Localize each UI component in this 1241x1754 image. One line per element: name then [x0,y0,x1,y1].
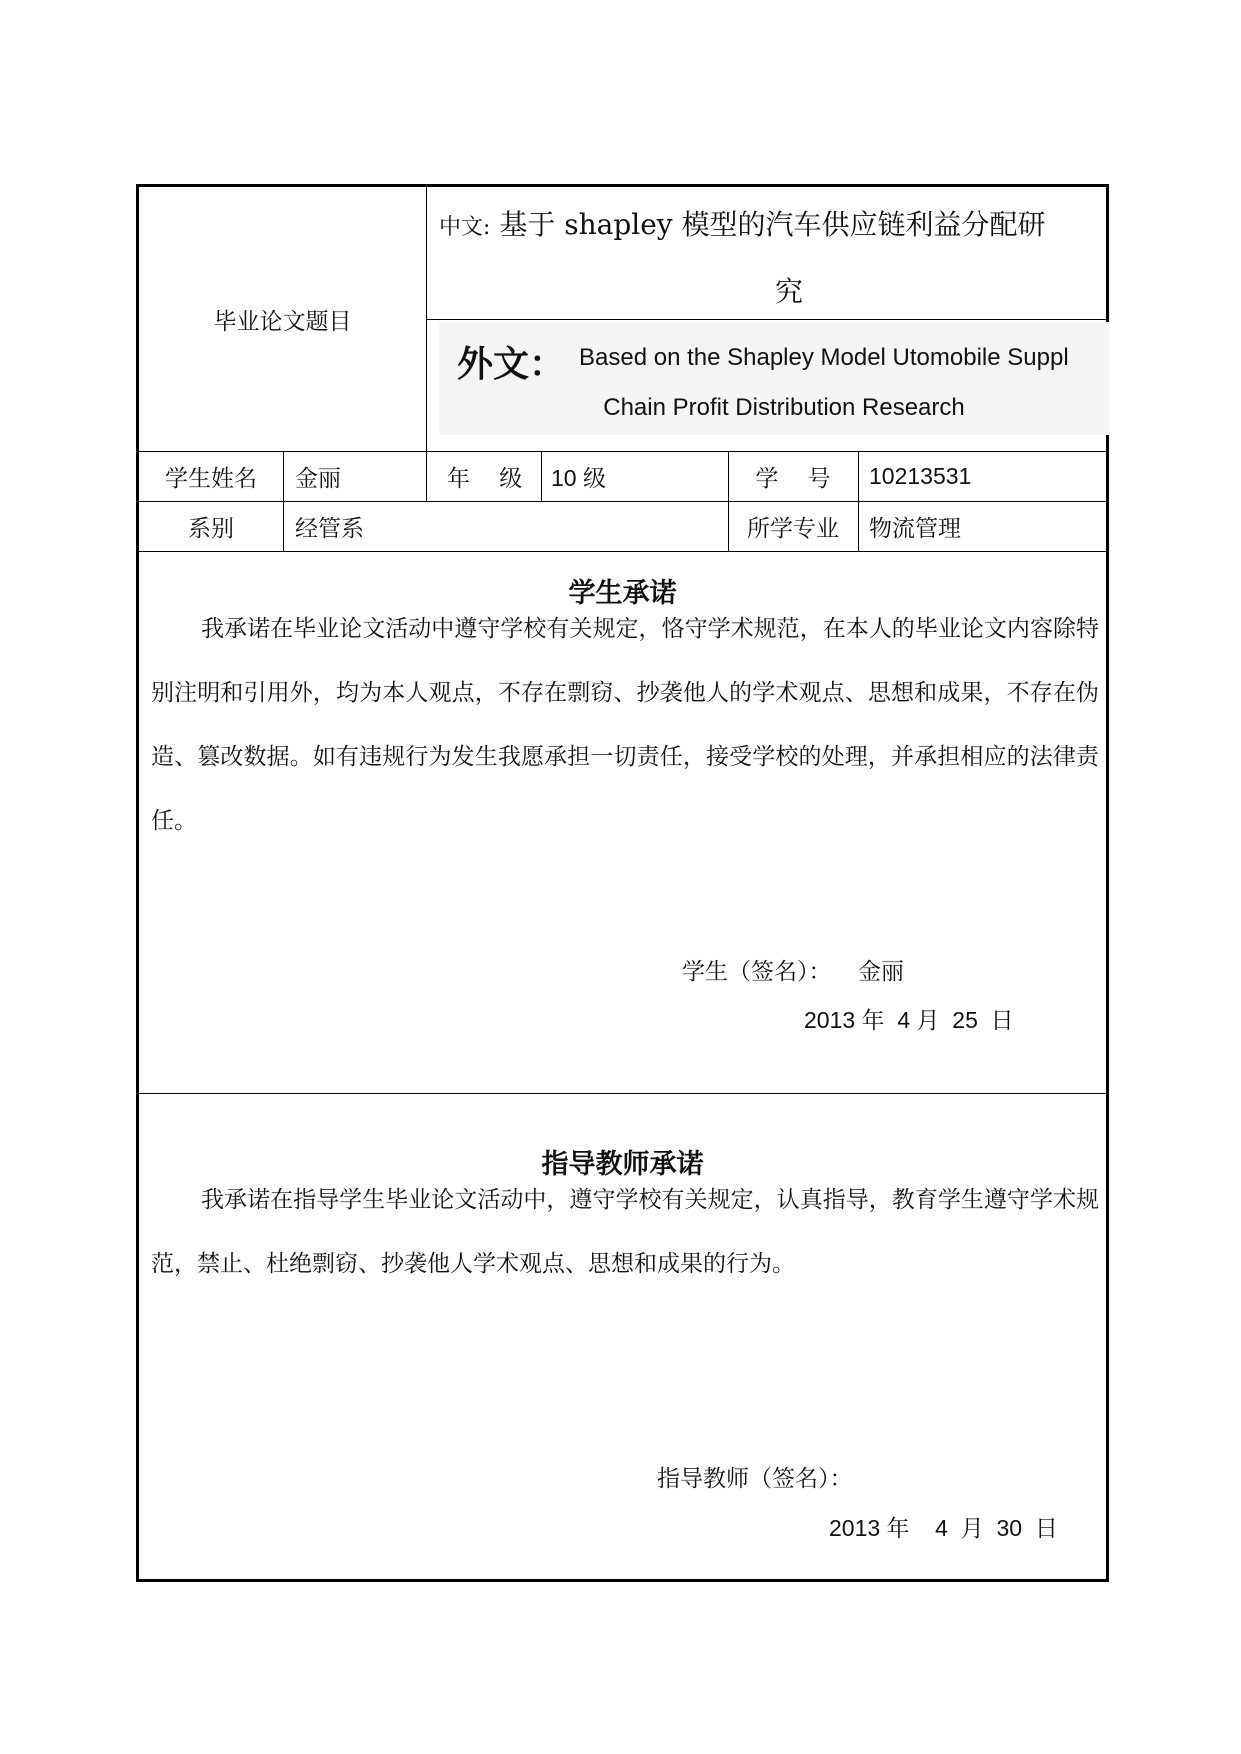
col-line-2 [426,451,427,501]
foreign-title-line1: Based on the Shapley Model Utomobile Suppl [579,344,1069,371]
student-name-label: 学生姓名 [165,465,257,492]
chinese-title-text: 基于 shapley 模型的汽车供应链利益分配研 [499,208,1046,241]
chinese-title-line1 [439,193,1109,260]
info-bottom-line [139,551,1106,552]
student-pledge-title: 学生承诺 [568,578,677,609]
grade-value: 10 级 [551,464,606,491]
col-line-1 [283,451,284,551]
chinese-title-line2: 究 [774,275,803,308]
chinese-title [439,193,1109,324]
thesis-commitment-form [136,184,1109,1582]
student-id-label: 学 号 [755,465,831,492]
student-pledge-body: 我承诺在毕业论文活动中遵守学校有关规定，恪守学术规范，在本人的毕业论文内容除特别注明和引用外，均为本人观点，不存在剽窃、抄袭他人的学术观点、思想和成果，不存在伪造、篡改数据。如有违规行为发生我愿承担一切责任，接受学校的处理，并承担相应的法律责任。 [151,616,1099,834]
foreign-label: 外文： [457,344,566,385]
department-label: 系别 [188,515,234,542]
major-label: 所学专业 [747,515,839,542]
student-signature-label: 学生（签名）： [682,959,832,985]
advisor-pledge-title: 指导教师承诺 [541,1149,704,1180]
thesis-title-label: 毕业论文题目 [213,308,352,335]
foreign-title-line2: Chain Profit Distribution Research [603,394,965,421]
advisor-signature-label: 指导教师（签名）： [657,1466,853,1492]
col-line-3 [541,451,542,501]
grade-label: 年 级 [447,465,523,492]
student-name-value: 金丽 [295,465,341,492]
department-value: 经管系 [295,515,364,542]
foreign-title-box [439,322,1109,435]
student-id-value: 10213531 [869,462,972,489]
advisor-pledge-text [151,1168,1099,1296]
student-pledge-date: 2013 年 4 月 25 日 [804,1007,1014,1033]
col-line-5 [858,451,859,551]
advisor-pledge-body: 我承诺在指导学生毕业论文活动中，遵守学校有关规定，认真指导，教育学生遵守学术规范，禁止、杜绝剽窃、抄袭他人学术观点、思想和成果的行为。 [151,1187,1099,1277]
student-signature-name: 金丽 [858,959,904,985]
chinese-label: 中文: [439,215,491,240]
advisor-pledge-date: 2013 年 4 月 30 日 [829,1515,1058,1541]
pledge-divider-line [139,1093,1106,1094]
major-value: 物流管理 [869,515,961,542]
student-pledge-text [151,597,1099,853]
